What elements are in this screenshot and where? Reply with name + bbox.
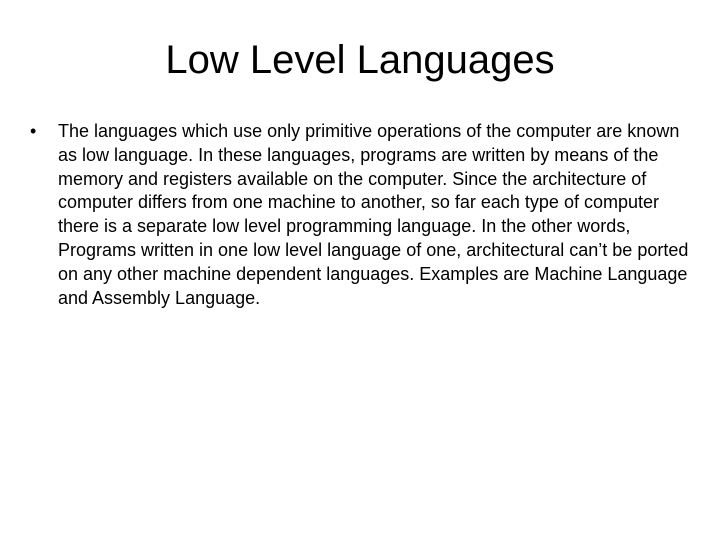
bullet-text: The languages which use only primitive operations of the computer are known as low language. In these languages, programs are written by means of the memory and registers available on the computer. Since the architecture of computer differs from one machine to another, so far each type of computer there is a separate low level programming language. In the other words, Programs written in one low level language of one, architectural can’t be ported on any other machine dependent languages. Examples are Machine Language and Assembly Language. bbox=[58, 121, 689, 308]
bullet-list bbox=[30, 120, 700, 310]
bullet-item bbox=[30, 120, 700, 310]
bullet-marker: • bbox=[30, 121, 37, 141]
slide-title: Low Level Languages bbox=[165, 38, 555, 82]
